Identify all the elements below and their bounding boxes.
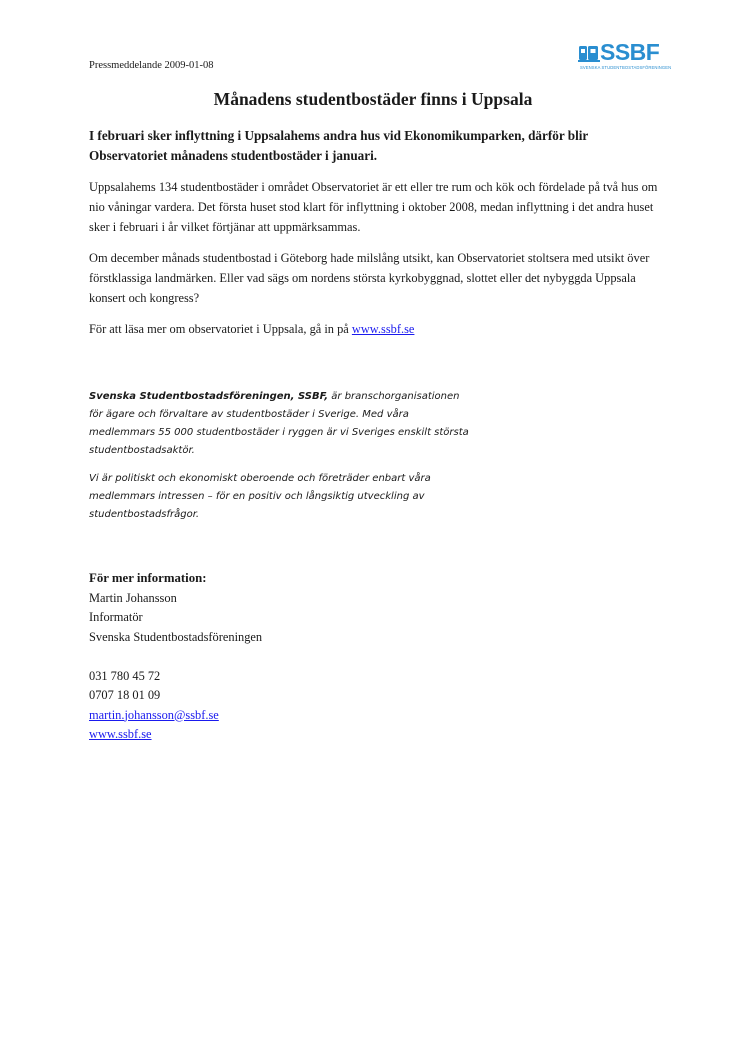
body-paragraph-3-text: För att läsa mer om observatoriet i Uppsala, gå in på: [89, 322, 352, 336]
contact-block: [89, 569, 262, 745]
contact-role: Informatör: [89, 610, 143, 624]
page-title: Månadens studentbostäder finns i Uppsala: [213, 89, 533, 109]
ssbf-website-link[interactable]: www.ssbf.se: [351, 322, 415, 336]
body-paragraph-1: Uppsalahems 134 studentbostäder i området Observatoriet är ett eller tre rum och kök och fördelade på två hus om nio våningar vardera. Det första huset stod klart för inflyttning i oktober 2008, medan inflyttning i det andra huset sker i februari i år vilket förtjänar att uppmärksammas.: [89, 180, 658, 234]
contact-organization: Svenska Studentbostadsföreningen: [89, 629, 263, 644]
contact-phone-2: 0707 18 01 09: [89, 688, 161, 702]
ssbf-logo-icon: [578, 44, 602, 64]
lead-paragraph: I februari sker inflyttning i Uppsalahems andra hus vid Ekonomikumparken, därför blir Observatoriet månadens studentbostäder i januari.: [89, 128, 589, 163]
ssbf-logo: [578, 39, 672, 74]
about-paragraph-2: Vi är politiskt och ekonomiskt oberoende och företräder enbart våra medlemmars intressen – för en positiv och långsiktig utveckling av studentbostadsfrågor.: [89, 473, 431, 520]
contact-email-link[interactable]: martin.johansson@ssbf.se: [89, 707, 219, 722]
contact-website-link[interactable]: www.ssbf.se: [89, 727, 152, 741]
body-paragraph-2: Om december månads studentbostad i Göteborg hade milslång utsikt, kan Observatoriet stoltsera med utsikt över förstklassiga landmärken. Eller vad sägs om nordens största kyrkobyggnad, slottet eller det nybyggda Uppsala konsert och kongress?: [89, 251, 650, 305]
press-release-date: Pressmeddelande 2009-01-08: [89, 60, 214, 71]
about-paragraph-1-text: är branschorganisationen för ägare och förvaltare av studentbostäder i Sverige. Med våra medlemmars 55 000 studentbostäder i ryggen är vi Sveriges enskilt största studentbostadsaktör.: [89, 391, 469, 456]
about-paragraph-1: [89, 388, 469, 460]
main-content: [89, 126, 669, 350]
body-paragraph-3: [89, 319, 669, 339]
contact-phone-1: 031 780 45 72: [89, 668, 161, 683]
contact-heading: För mer information:: [89, 571, 207, 585]
contact-spacer: [89, 647, 262, 667]
about-ssbf: [89, 388, 469, 534]
about-org-name: Svenska Studentbostadsföreningen, SSBF,: [89, 391, 329, 402]
ssbf-logo-subtext: SVENSKA STUDENTBOSTADSFÖRENINGEN: [580, 65, 672, 70]
contact-name: Martin Johansson: [89, 590, 177, 605]
ssbf-logo-text: SSBF: [600, 39, 660, 65]
